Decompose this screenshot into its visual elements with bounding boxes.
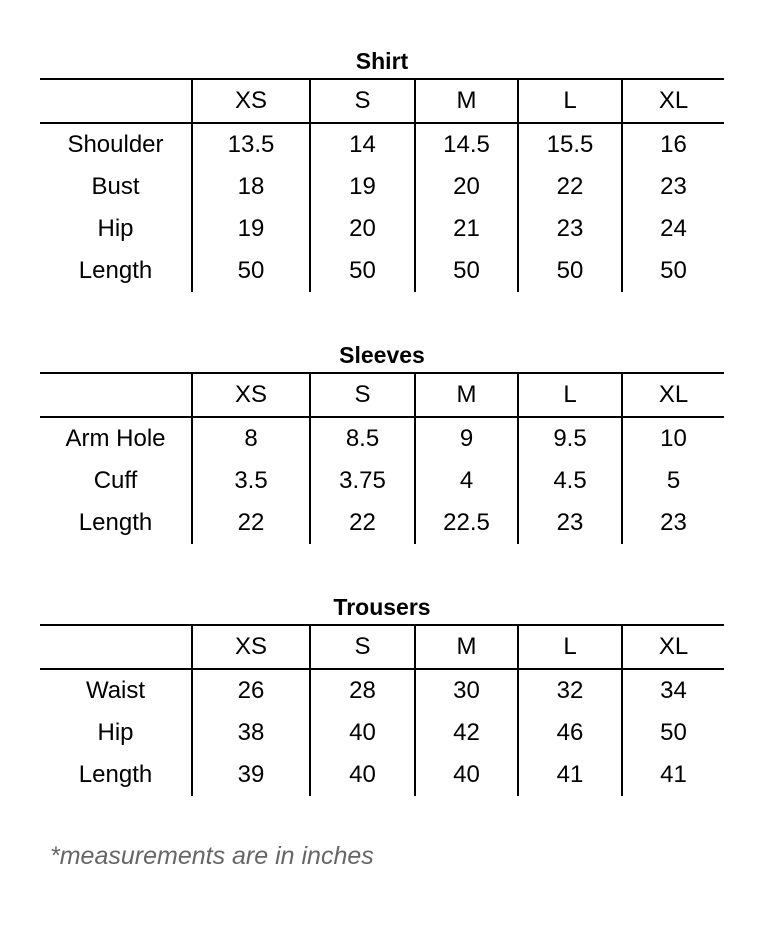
header-size-xl: XL <box>621 80 724 122</box>
table-row <box>40 670 724 712</box>
row-label: Waist <box>85 677 146 704</box>
header-corner <box>40 374 191 416</box>
table-cell: 40 <box>414 754 517 796</box>
table-cell: 50 <box>517 250 621 292</box>
row-label: Cuff <box>93 467 138 494</box>
table-cell: 18 <box>191 166 309 208</box>
table-cell: 23 <box>621 166 724 208</box>
table-cell: 13.5 <box>191 124 309 166</box>
shirt-table <box>40 78 724 292</box>
table-row <box>40 418 724 460</box>
header-corner <box>40 626 191 668</box>
row-label: Arm Hole <box>65 425 166 452</box>
table-cell: 38 <box>191 712 309 754</box>
header-size-xs: XS <box>191 626 309 668</box>
table-row <box>40 502 724 544</box>
table-cell: 22 <box>191 502 309 544</box>
table-cell: 8.5 <box>309 418 414 460</box>
table-cell: 20 <box>309 208 414 250</box>
table-cell: 50 <box>414 250 517 292</box>
trousers-table <box>40 624 724 796</box>
table-cell: 34 <box>621 670 724 712</box>
header-size-m: M <box>414 374 517 416</box>
header-corner <box>40 80 191 122</box>
row-label: Bust <box>91 173 140 200</box>
table-cell: 50 <box>309 250 414 292</box>
header-size-l: L <box>517 374 621 416</box>
table-cell: 4 <box>414 460 517 502</box>
table-cell: 50 <box>621 712 724 754</box>
table-cell: 16 <box>621 124 724 166</box>
table-cell: 23 <box>517 208 621 250</box>
header-size-xl: XL <box>621 626 724 668</box>
table-cell: 22 <box>309 502 414 544</box>
sleeves-header-row <box>40 374 724 418</box>
table-cell: 30 <box>414 670 517 712</box>
table-cell: 21 <box>414 208 517 250</box>
table-cell: 23 <box>517 502 621 544</box>
header-size-xl: XL <box>621 374 724 416</box>
shirt-title: Shirt <box>355 48 409 74</box>
table-row <box>40 754 724 796</box>
trousers-header-row <box>40 626 724 670</box>
table-cell: 50 <box>191 250 309 292</box>
table-cell: 46 <box>517 712 621 754</box>
table-cell: 8 <box>191 418 309 460</box>
table-cell: 22 <box>517 166 621 208</box>
table-cell: 3.5 <box>191 460 309 502</box>
table-cell: 23 <box>621 502 724 544</box>
header-size-s: S <box>309 374 414 416</box>
table-row <box>40 124 724 166</box>
table-cell: 3.75 <box>309 460 414 502</box>
table-cell: 24 <box>621 208 724 250</box>
header-size-s: S <box>309 626 414 668</box>
row-label: Length <box>78 509 153 536</box>
measurement-footnote: *measurements are in inches <box>50 842 374 870</box>
table-cell: 22.5 <box>414 502 517 544</box>
trousers-title: Trousers <box>333 594 431 620</box>
table-cell: 19 <box>309 166 414 208</box>
table-cell: 40 <box>309 754 414 796</box>
table-cell: 39 <box>191 754 309 796</box>
table-cell: 40 <box>309 712 414 754</box>
table-cell: 10 <box>621 418 724 460</box>
table-cell: 14 <box>309 124 414 166</box>
header-size-l: L <box>517 80 621 122</box>
table-row <box>40 250 724 292</box>
table-cell: 15.5 <box>517 124 621 166</box>
shirt-header-row <box>40 80 724 124</box>
row-label: Length <box>78 257 153 284</box>
row-label: Shoulder <box>67 131 164 158</box>
header-size-xs: XS <box>191 374 309 416</box>
table-cell: 50 <box>621 250 724 292</box>
header-size-m: M <box>414 626 517 668</box>
table-cell: 4.5 <box>517 460 621 502</box>
row-label: Hip <box>97 215 134 242</box>
row-label: Hip <box>97 719 134 746</box>
table-cell: 19 <box>191 208 309 250</box>
sleeves-title: Sleeves <box>339 342 425 368</box>
table-row <box>40 712 724 754</box>
table-cell: 14.5 <box>414 124 517 166</box>
table-cell: 41 <box>621 754 724 796</box>
table-cell: 9.5 <box>517 418 621 460</box>
table-row <box>40 460 724 502</box>
table-cell: 32 <box>517 670 621 712</box>
table-row <box>40 166 724 208</box>
table-cell: 28 <box>309 670 414 712</box>
row-label: Length <box>78 761 153 788</box>
table-cell: 26 <box>191 670 309 712</box>
header-size-s: S <box>309 80 414 122</box>
header-size-xs: XS <box>191 80 309 122</box>
table-cell: 5 <box>621 460 724 502</box>
sleeves-table <box>40 372 724 544</box>
table-cell: 41 <box>517 754 621 796</box>
table-row <box>40 208 724 250</box>
table-cell: 20 <box>414 166 517 208</box>
header-size-m: M <box>414 80 517 122</box>
table-cell: 9 <box>414 418 517 460</box>
header-size-l: L <box>517 626 621 668</box>
table-cell: 42 <box>414 712 517 754</box>
